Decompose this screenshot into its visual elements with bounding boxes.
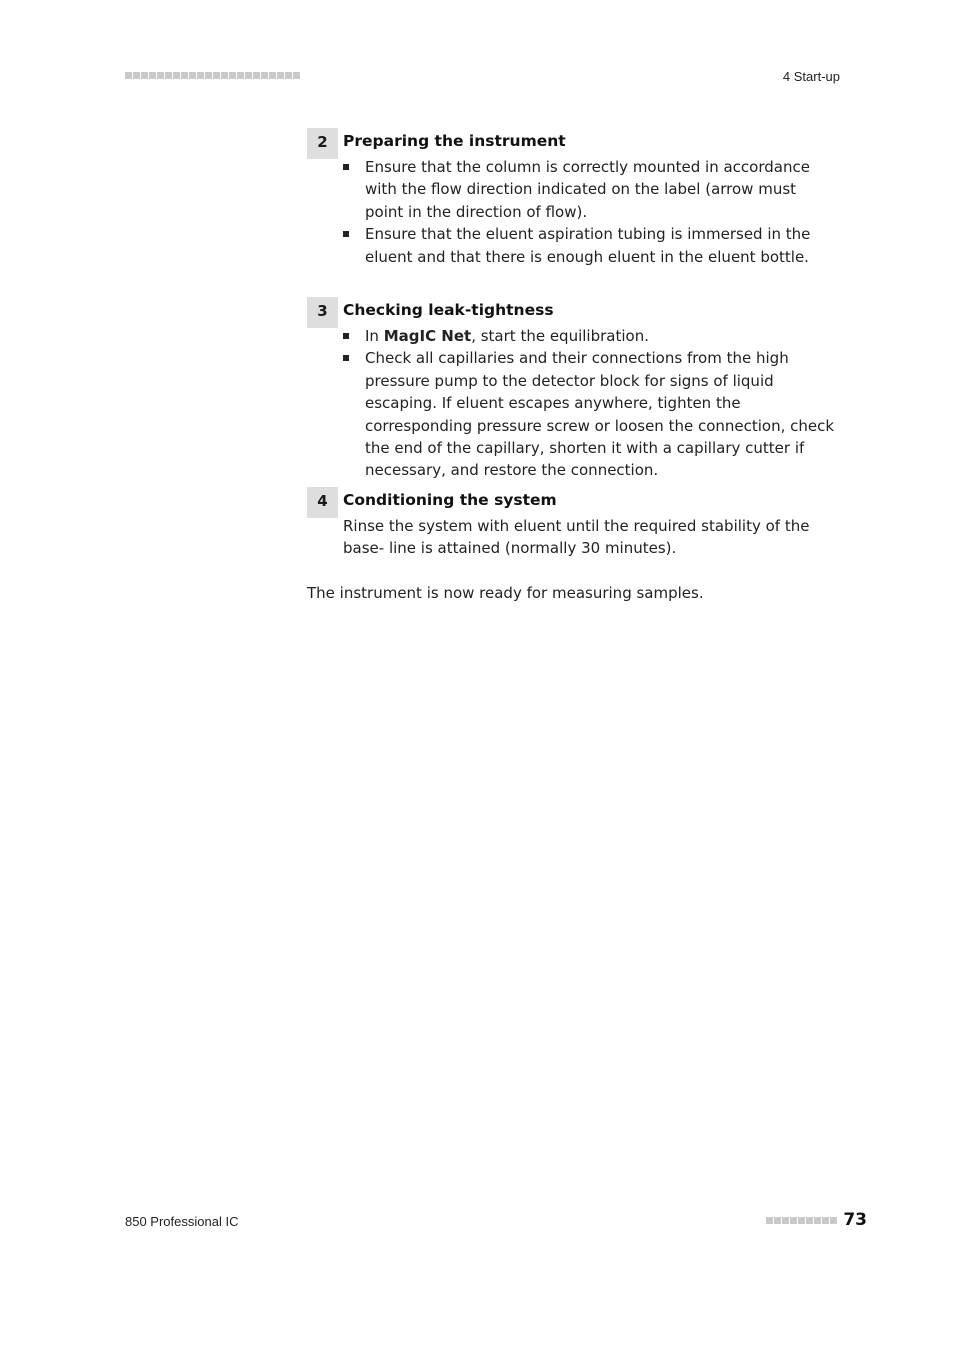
closing-paragraph: The instrument is now ready for measuring samples.: [307, 584, 704, 602]
bullet-icon: [343, 355, 349, 361]
footer-page-info: [766, 1210, 867, 1230]
step-number: 3: [307, 297, 338, 328]
bullet-list: [343, 156, 837, 268]
step-title: Conditioning the system: [343, 491, 557, 509]
step-title: Preparing the instrument: [343, 132, 566, 150]
list-item-text: Ensure that the eluent aspiration tubing is immersed in the eluent and that there is enough eluent in the eluent bottle.: [365, 225, 811, 266]
list-item: [343, 156, 837, 223]
header-decoration: [125, 72, 300, 79]
list-item-text: Ensure that the column is correctly mounted in accordance with the flow direction indicated on the label (arrow must point in the direction of flow).: [365, 158, 810, 221]
footer-decoration: [766, 1217, 837, 1224]
bullet-icon: [343, 164, 349, 170]
list-item: [343, 325, 837, 347]
bullet-icon: [343, 333, 349, 339]
step-number: 4: [307, 487, 338, 518]
step-body: [343, 325, 837, 482]
step-body: [343, 515, 837, 560]
step-text: Rinse the system with eluent until the required stability of the base- line is attained (normally 30 minutes).: [343, 517, 810, 558]
bullet-list: [343, 325, 837, 482]
list-item: [343, 223, 837, 268]
list-item: [343, 347, 837, 481]
running-header-section: 4 Start-up: [782, 69, 840, 84]
step-title: Checking leak-tightness: [343, 301, 554, 319]
list-item-suffix: , start the equilibration.: [471, 327, 649, 345]
step-body: [343, 156, 837, 268]
list-item-prefix: In: [365, 327, 384, 345]
list-item-text: Check all capillaries and their connections from the high pressure pump to the detector block for signs of liquid escaping. If eluent escapes anywhere, tighten the corresponding pressure screw or loosen the connection, check the end of the capillary, shorten it with a capillary cutter if necessary, and restore the connection.: [365, 349, 835, 480]
step-number: 2: [307, 128, 338, 159]
page-number: 73: [843, 1210, 867, 1230]
software-name: MagIC Net: [383, 327, 472, 345]
footer-product-name: 850 Professional IC: [125, 1214, 239, 1229]
bullet-icon: [343, 231, 349, 237]
